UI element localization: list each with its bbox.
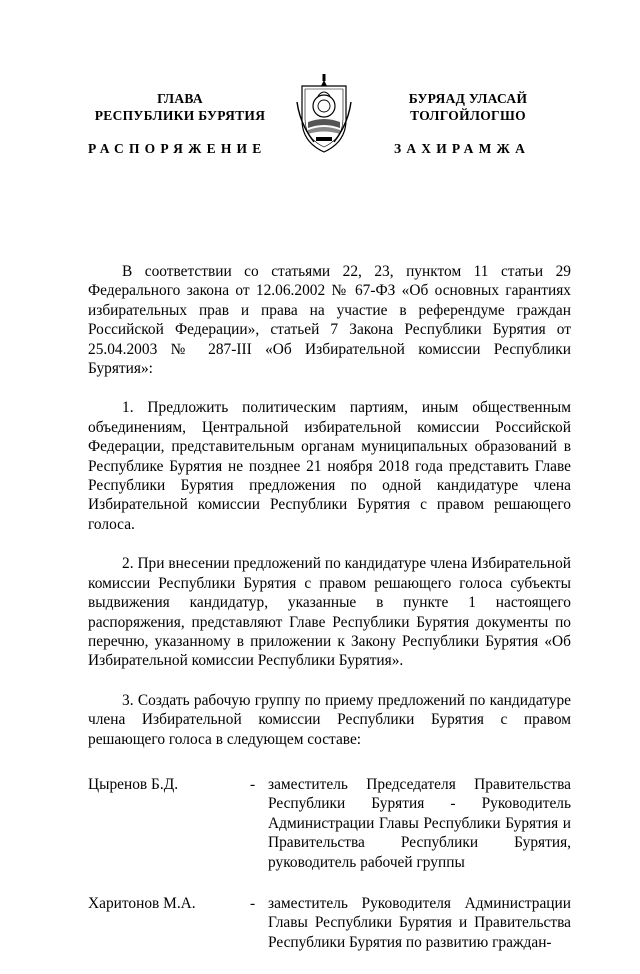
clause-1-paragraph: 1. Предложить политическим партиям, иным общественным объединениям, Центральной избирательной комиссии Российской Федерации, представительным органам муниципальных образований в Республике Бурятия не позднее 21 ноября 2018 года представить Главе Республики Бурятия предложения по одной кандидатуре члена Избирательной комиссии Республики Бурятия с правом решающего голоса. — [88, 399, 571, 533]
list-item — [88, 775, 571, 872]
coat-of-arms-emblem — [294, 72, 354, 154]
member-role: заместитель Руководителя Администрации Главы Республики Бурятия и Правительства Республики Бурятия по развитию граждан- — [268, 894, 571, 951]
document-type-ru: РАСПОРЯЖЕНИЕ — [88, 141, 267, 156]
issuer-ru-line2: РЕСПУБЛИКИ БУРЯТИЯ — [94, 108, 266, 123]
issuer-bua-line1: БУРЯАД УЛАСАЙ — [408, 91, 528, 106]
issuer-ru-line1: ГЛАВА — [157, 91, 203, 106]
issuer-ru — [70, 90, 290, 124]
clause-2-paragraph: 2. При внесении предложений по кандидатуре члена Избирательной комиссии Республики Бурятия с правом решающего голоса субъекты выдвижения кандидатур, указанные в пункте 1 настоящего распоряжения, представляют Главе Республики Бурятия документы по перечню, указанному в приложении к Закону Республики Бурятия «Об Избирательной комиссии Республики Бурятия». — [88, 555, 571, 670]
document-body — [88, 262, 571, 974]
member-dash: - — [250, 894, 256, 912]
document-header — [0, 0, 640, 170]
member-role: заместитель Председателя Правительства Республики Бурятия - Руководитель Администрации Главы Республики Бурятия и Правительства Республики Бурятия, руководитель рабочей группы — [268, 775, 571, 871]
member-name: Цыренов Б.Д. — [88, 775, 179, 793]
member-dash: - — [250, 775, 256, 793]
issuer-bua-line2: ТОЛГОЙЛОГШО — [410, 108, 526, 123]
document-type-bua: ЗАХИРАМЖА — [394, 141, 531, 156]
issuer-bua — [368, 90, 568, 124]
list-item — [88, 894, 571, 952]
working-group-list — [88, 775, 571, 952]
preamble-paragraph: В соответствии со статьями 22, 23, пунктом 11 статьи 29 Федерального закона от 12.06.2002 № 67-ФЗ «Об основных гарантиях избирательных прав и права на участие в референдуме граждан Российской Федерации», статьей 7 Закона Республики Бурятия от 25.04.2003 № 287-III «Об Избирательной комиссии Республики Бурятия»: — [88, 263, 571, 378]
member-name: Харитонов М.А. — [88, 894, 196, 912]
clause-3-paragraph: 3. Создать рабочую группу по приему предложений по кандидатуре члена Избирательной комиссии Республики Бурятия с правом решающего голоса в следующем составе: — [88, 691, 571, 748]
